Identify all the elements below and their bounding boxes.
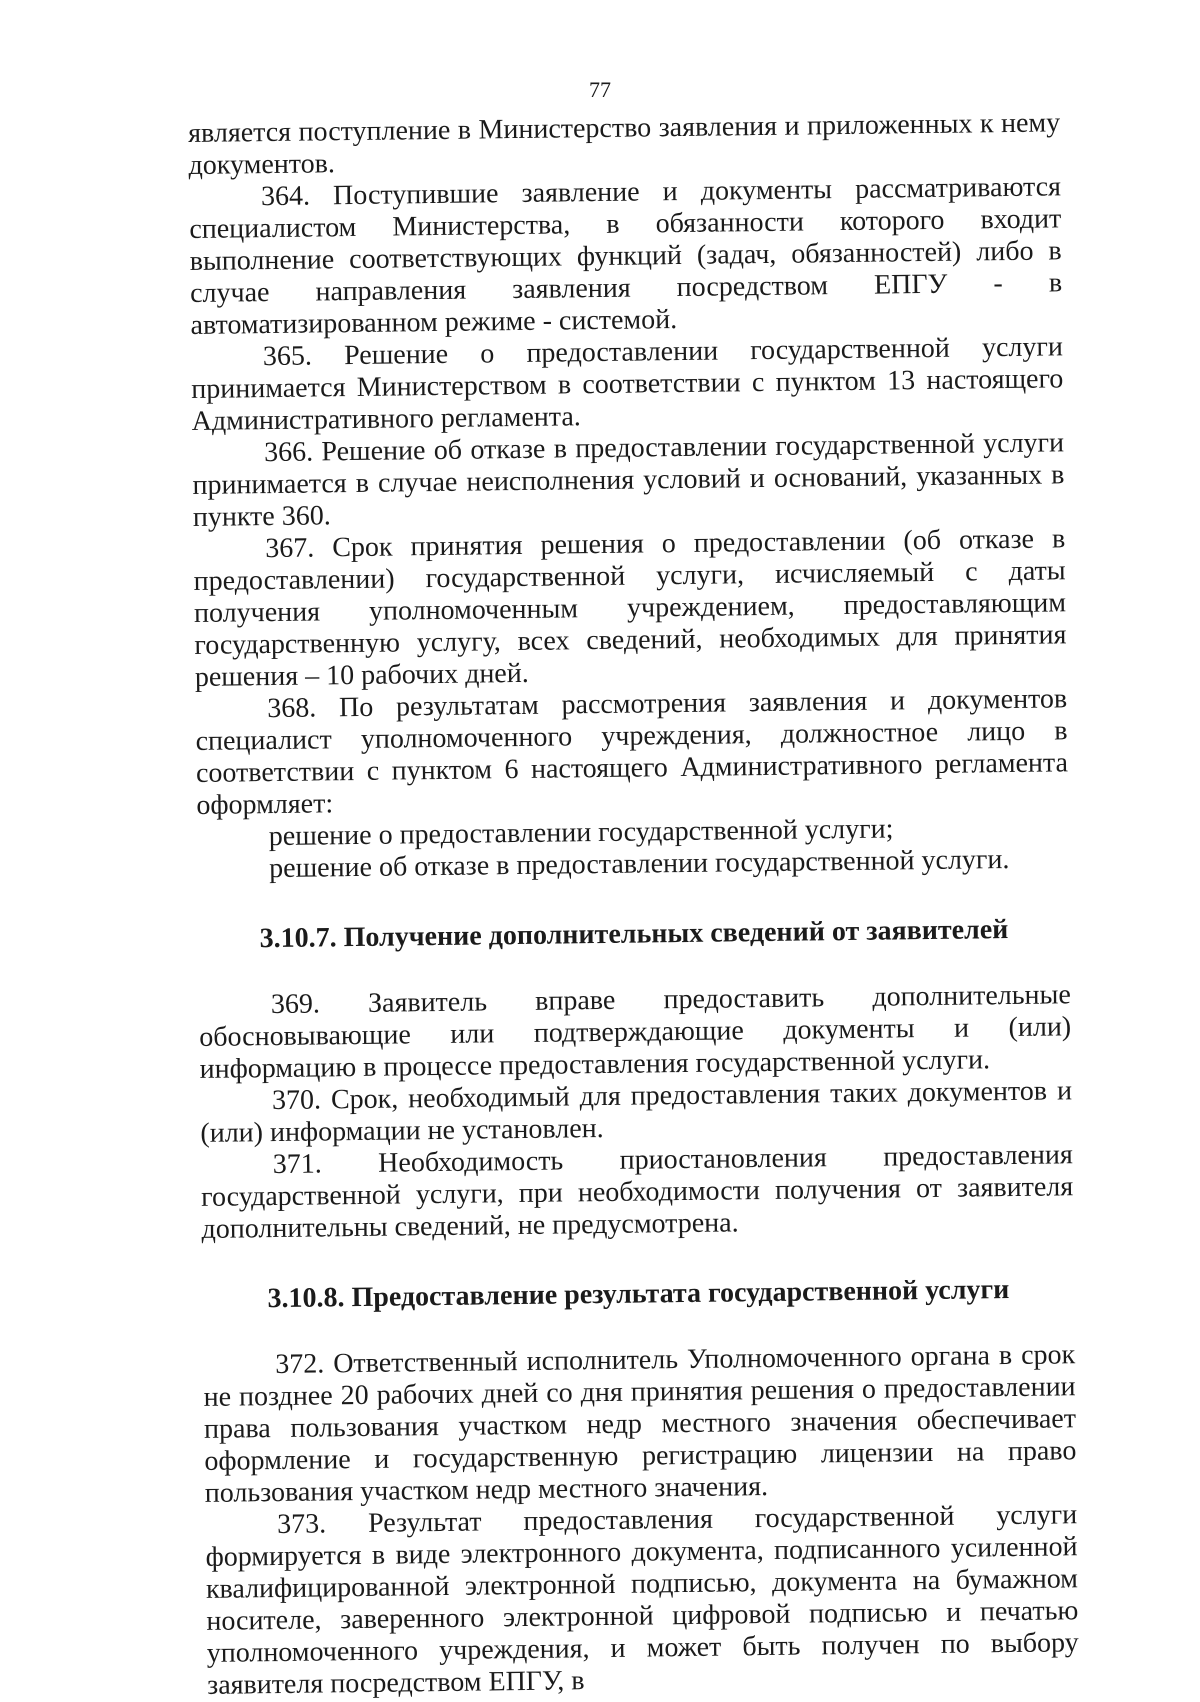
paragraph-370: 370. Срок, необходимый для предоставления таких документов и (или) информации не установлен. bbox=[200, 1075, 1073, 1149]
paragraph-367: 367. Срок принятия решения о предоставлении (об отказе в предоставлении) государственной услуги, исчисляемый с даты получения уполномоченным учреждением, предоставляющим государственную услугу, всех сведений, необходимых для принятия решения – 10 рабочих дней. bbox=[193, 523, 1067, 693]
section-heading-3-10-8: 3.10.8. Предоставление результата государственной услуги bbox=[267, 1274, 1010, 1315]
paragraph-373: 373. Результат предоставления государственной услуги формируется в виде электронного документа, подписанного усиленной квалифицированной электронной подписью, документа на бумажном носителе, заверенного электронной цифровой подписью и печатью уполномоченного учреждения, и может быть получен по выбору заявителя посредством ЕПГУ, в bbox=[205, 1499, 1079, 1701]
list-item-decision-refusal: решение об отказе в предоставлении государственной услуги. bbox=[268, 844, 1010, 885]
paragraph-365: 365. Решение о предоставлении государственной услуги принимается Министерством в соответствии с пунктом 13 настоящего Административного регламента. bbox=[191, 331, 1064, 437]
paragraph-continuation: является поступление в Министерство заявления и приложенных к нему документов. bbox=[188, 107, 1061, 181]
list-item-decision-grant: решение о предоставлении государственной услуги; bbox=[268, 813, 894, 853]
document-body bbox=[188, 107, 1079, 1702]
page-number: 77 bbox=[589, 77, 611, 102]
paragraph-366: 366. Решение об отказе в предоставлении государственной услуги принимается в случае неисполнения условий и оснований, указанных в пункте 360. bbox=[192, 427, 1065, 533]
paragraph-368: 368. По результатам рассмотрения заявления и документов специалист уполномоченного учреждения, должностное лицо в соответствии с пунктом 6 настоящего Административного регламента оформляет: bbox=[195, 683, 1069, 821]
section-heading-3-10-7: 3.10.7. Получение дополнительных сведений от заявителей bbox=[259, 914, 1009, 955]
paragraph-364: 364. Поступившие заявление и документы рассматриваются специалистом Министерства, в обязанности которого входит выполнение соответствующих функций (задач, обязанностей) либо в случае направления заявления посредством ЕПГУ - в автоматизированном режиме - системой. bbox=[189, 171, 1063, 341]
paragraph-371: 371. Необходимость приостановления предоставления государственной услуги, при необходимости получения от заявителя дополнительны сведений, не предусмотрена. bbox=[200, 1139, 1074, 1245]
paragraph-372: 372. Ответственный исполнитель Уполномоченного органа в срок не позднее 20 рабочих дней со дня принятия решения о предоставлении права пользования участком недр местного значения обеспечивает оформление и государственную регистрацию лицензии на право пользования участком недр местного значения. bbox=[203, 1339, 1077, 1509]
paragraph-369: 369. Заявитель вправе предоставить дополнительные обосновывающие или подтверждающие документы и (или) информацию в процессе предоставления государственной услуги. bbox=[199, 979, 1072, 1085]
